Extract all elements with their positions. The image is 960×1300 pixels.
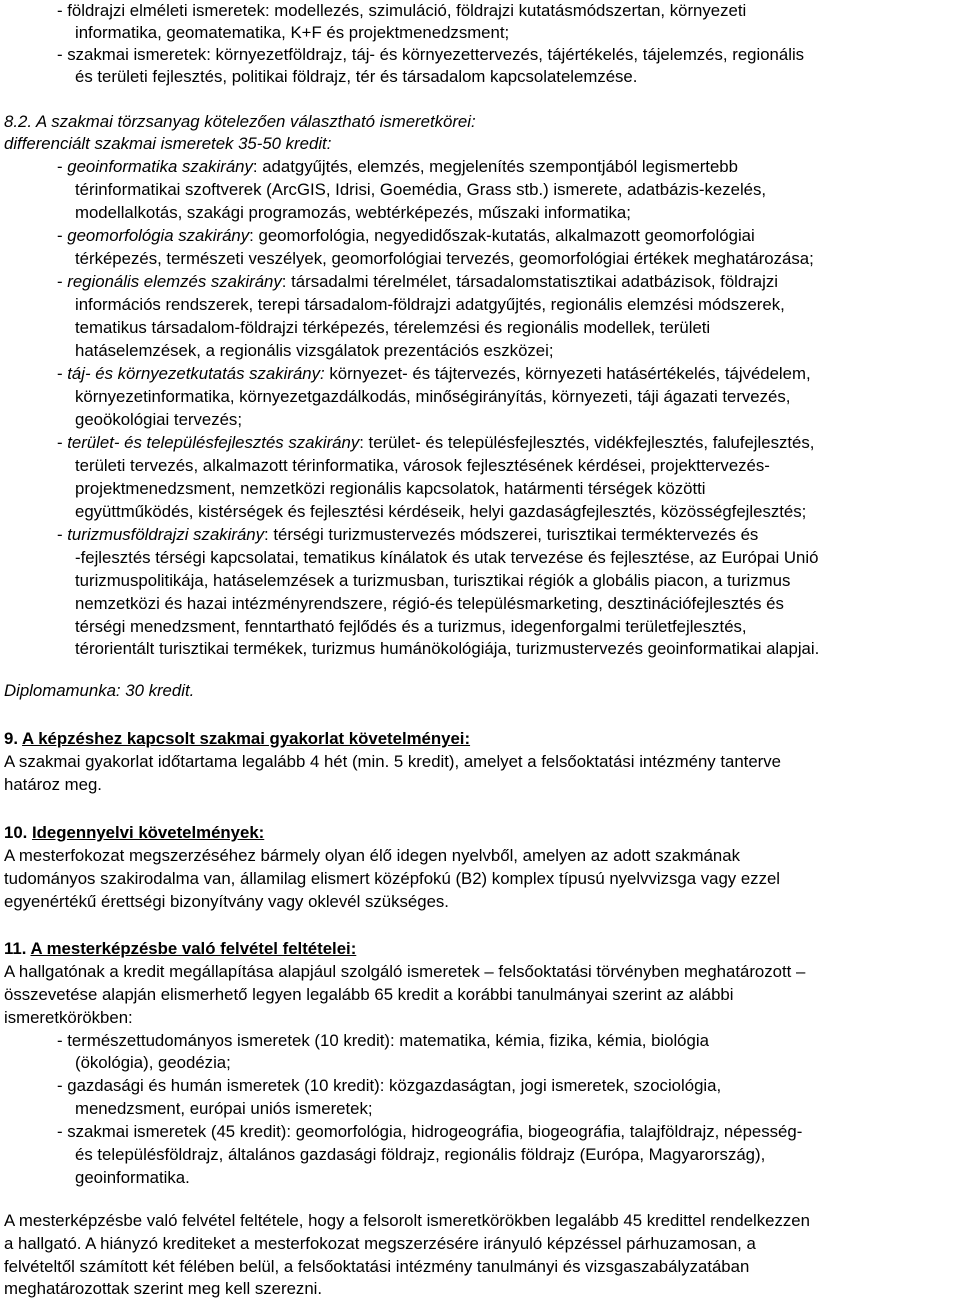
item-text: : adatgyűjtés, elemzés, megjelenítés szempontjából legismertebb	[252, 157, 738, 176]
specialization-name: geoinformatika szakirány	[67, 157, 253, 176]
list-item-continuation: geoökológiai tervezés;	[75, 410, 242, 429]
list-item-continuation: térorientált turisztikai termékek, turizmus humánökológiája, turizmustervezés geoinformatikai alapjai.	[75, 639, 820, 658]
list-item-continuation: hatáselemzések, a regionális vizsgálatok prezentációs eszközei;	[75, 341, 554, 360]
paragraph-line: A szakmai gyakorlat időtartama legalább 4 hét (min. 5 kredit), amelyet a felsőoktatási intézmény tanterve	[4, 752, 781, 771]
list-item-continuation: információs rendszerek, terepi társadalom-földrajzi adatgyűjtés, regionális elemzési módszerek,	[75, 295, 785, 314]
list-item-continuation: projektmenedzsment, nemzetközi regionális kapcsolatok, határmenti térségek közötti	[75, 479, 706, 498]
list-item-continuation: környezetinformatika, környezetgazdálkodás, minőségirányítás, környezeti, táji ágazati tervezés,	[75, 387, 791, 406]
paragraph-line: tudományos szakirodalma van, államilag elismert középfokú (B2) komplex típusú nyelvvizsga vagy ezzel	[4, 869, 781, 888]
list-item-continuation: együttműködés, kistérségek és fejlesztési kérdéseik, helyi gazdaságfejlesztés, közösségfejlesztés;	[75, 502, 807, 521]
list-item: - szakmai ismeretek: környezetföldrajz, táj- és környezettervezés, tájértékelés, tájelemzés, regionális	[57, 45, 805, 64]
paragraph-line: meghatározottak szerint meg kell szerezni.	[4, 1279, 323, 1298]
list-item-continuation: menedzsment, európai uniós ismeretek;	[75, 1099, 373, 1118]
section-heading-10	[4, 822, 264, 844]
list-item-continuation: modellalkotás, szakági programozás, webtérképezés, műszaki informatika;	[75, 203, 631, 222]
list-item-continuation: informatika, geomatematika, K+F és projektmenedzsment;	[75, 23, 510, 42]
list-item-continuation: (ökológia), geodézia;	[75, 1053, 231, 1072]
list-item: - szakmai ismeretek (45 kredit): geomorfológia, hidrogeográfia, biogeográfia, talajföldrajz, népesség-	[57, 1122, 803, 1141]
section-heading-8-2: 8.2. A szakmai törzsanyag kötelezően választható ismeretkörei:	[4, 112, 476, 131]
list-item-continuation: geoinformatika.	[75, 1168, 190, 1187]
paragraph-line: egyenértékű érettségi bizonyítvány vagy oklevél szükséges.	[4, 892, 449, 911]
list-item-continuation: turizmuspolitikája, hatáselemzések a turizmusban, turisztikai régiók a globális piacon, a turizmus	[75, 571, 791, 590]
item-text: : geomorfológia, negyedidőszak-kutatás, alkalmazott geomorfológiai	[249, 226, 755, 245]
list-item: - geoinformatika szakirány: adatgyűjtés, elemzés, megjelenítés szempontjából legismertebb	[57, 157, 738, 176]
list-item-continuation: és területi fejlesztés, politikai földrajz, tér és társadalom kapcsolatelemzése.	[75, 67, 638, 86]
section-heading-11	[4, 938, 356, 960]
section-heading-9	[4, 728, 470, 750]
list-item-continuation: -fejlesztés térségi kapcsolatai, tematikus kínálatok és utak tervezése és fejlesztése, az Európai Unió	[75, 548, 819, 567]
diploma-credit: Diplomamunka: 30 kredit.	[4, 681, 195, 700]
list-item: - regionális elemzés szakirány: társadalmi térelmélet, társadalomstatisztikai adatbázisok, földrajzi	[57, 272, 778, 291]
specialization-name: terület- és településfejlesztés szakirány	[67, 433, 360, 452]
item-text: : térségi turizmustervezés módszerei, turisztikai terméktervezés és	[264, 525, 759, 544]
list-item: - terület- és településfejlesztés szakirány: terület- és településfejlesztés, vidékfejlesztés, falufejlesztés,	[57, 433, 815, 452]
list-item: - földrajzi elméleti ismeretek: modellezés, szimuláció, földrajzi kutatásmódszertan, környezeti	[57, 1, 747, 20]
list-item: - turizmusföldrajzi szakirány: térségi turizmustervezés módszerei, turisztikai terméktervezés és	[57, 525, 759, 544]
item-text: : terület- és településfejlesztés, vidékfejlesztés, falufejlesztés,	[359, 433, 815, 452]
section-title: Idegennyelvi követelmények:	[32, 823, 265, 842]
specialization-name: turizmusföldrajzi szakirány	[67, 525, 265, 544]
paragraph-line: A mesterfokozat megszerzéséhez bármely olyan élő idegen nyelvből, amelyen az adott szakmának	[4, 846, 740, 865]
list-item-continuation: térinformatikai szoftverek (ArcGIS, Idrisi, Goemédia, Grass stb.) ismerete, adatbázis-kezelés,	[75, 180, 767, 199]
paragraph-line: ismeretkörökben:	[4, 1008, 133, 1027]
section-number: 11.	[4, 939, 27, 958]
section-number: 9.	[4, 729, 18, 748]
paragraph-line: határoz meg.	[4, 775, 102, 794]
paragraph-line: felvételtől számított két félében belül, a felsőoktatási intézmény tanulmányi és vizsgaszabályzatában	[4, 1257, 750, 1276]
list-item-continuation: területi tervezés, alkalmazott térinformatika, városok fejlesztésének kérdései, projekttervezés-	[75, 456, 770, 475]
section-number: 10.	[4, 823, 28, 842]
list-item-continuation: és településföldrajz, általános gazdasági földrajz, regionális földrajz (Európa, Magyarország),	[75, 1145, 766, 1164]
specialization-name: geomorfológia szakirány	[67, 226, 250, 245]
paragraph-line: A hallgatónak a kredit megállapítása alapjául szolgáló ismeretek – felsőoktatási törvényben meghatározott –	[4, 962, 806, 981]
specialization-name: regionális elemzés szakirány	[67, 272, 282, 291]
list-item: - táj- és környezetkutatás szakirány: környezet- és tájtervezés, környezeti hatásértékelés, tájvédelem,	[57, 364, 811, 383]
list-item: - természettudományos ismeretek (10 kredit): matematika, kémia, fizika, kémia, biológia	[57, 1031, 709, 1050]
section-title: A képzéshez kapcsolt szakmai gyakorlat követelményei:	[22, 729, 471, 748]
section-subheading: differenciált szakmai ismeretek 35-50 kredit:	[4, 134, 332, 153]
paragraph-line: összevetése alapján elismerhető legyen legalább 65 kredit a korábbi tanulmányai szerint az alábbi	[4, 985, 734, 1004]
item-text: : társadalmi térelmélet, társadalomstatisztikai adatbázisok, földrajzi	[281, 272, 778, 291]
paragraph-line: A mesterképzésbe való felvétel feltétele, hogy a felsorolt ismeretkörökben legalább 45 kredittel rendelkezzen	[4, 1211, 810, 1230]
list-item-continuation: térségi menedzsment, fenntartható fejlődés és a turizmus, idegenforgalmi területfejlesztés,	[75, 617, 747, 636]
list-item: - gazdasági és humán ismeretek (10 kredit): közgazdaságtan, jogi ismeretek, szociológia,	[57, 1076, 722, 1095]
paragraph-line: a hallgató. A hiányzó krediteket a mesterfokozat megszerzésére irányuló képzéssel párhuzamosan, a	[4, 1234, 756, 1253]
section-title: A mesterképzésbe való felvétel feltételei:	[30, 939, 357, 958]
item-text: környezet- és tájtervezés, környezeti hatásértékelés, tájvédelem,	[324, 364, 811, 383]
list-item-continuation: térképezés, természeti veszélyek, geomorfológiai tervezés, geomorfológiai értékek meghatározása;	[75, 249, 814, 268]
list-item-continuation: tematikus társadalom-földrajzi térképezés, térelemzési és regionális modellek, területi	[75, 318, 711, 337]
specialization-name: táj- és környezetkutatás szakirány:	[67, 364, 325, 383]
list-item: - geomorfológia szakirány: geomorfológia, negyedidőszak-kutatás, alkalmazott geomorfológiai	[57, 226, 755, 245]
list-item-continuation: nemzetközi és hazai intézményrendszere, régió-és településmarketing, desztinációfejlesztés és	[75, 594, 784, 613]
